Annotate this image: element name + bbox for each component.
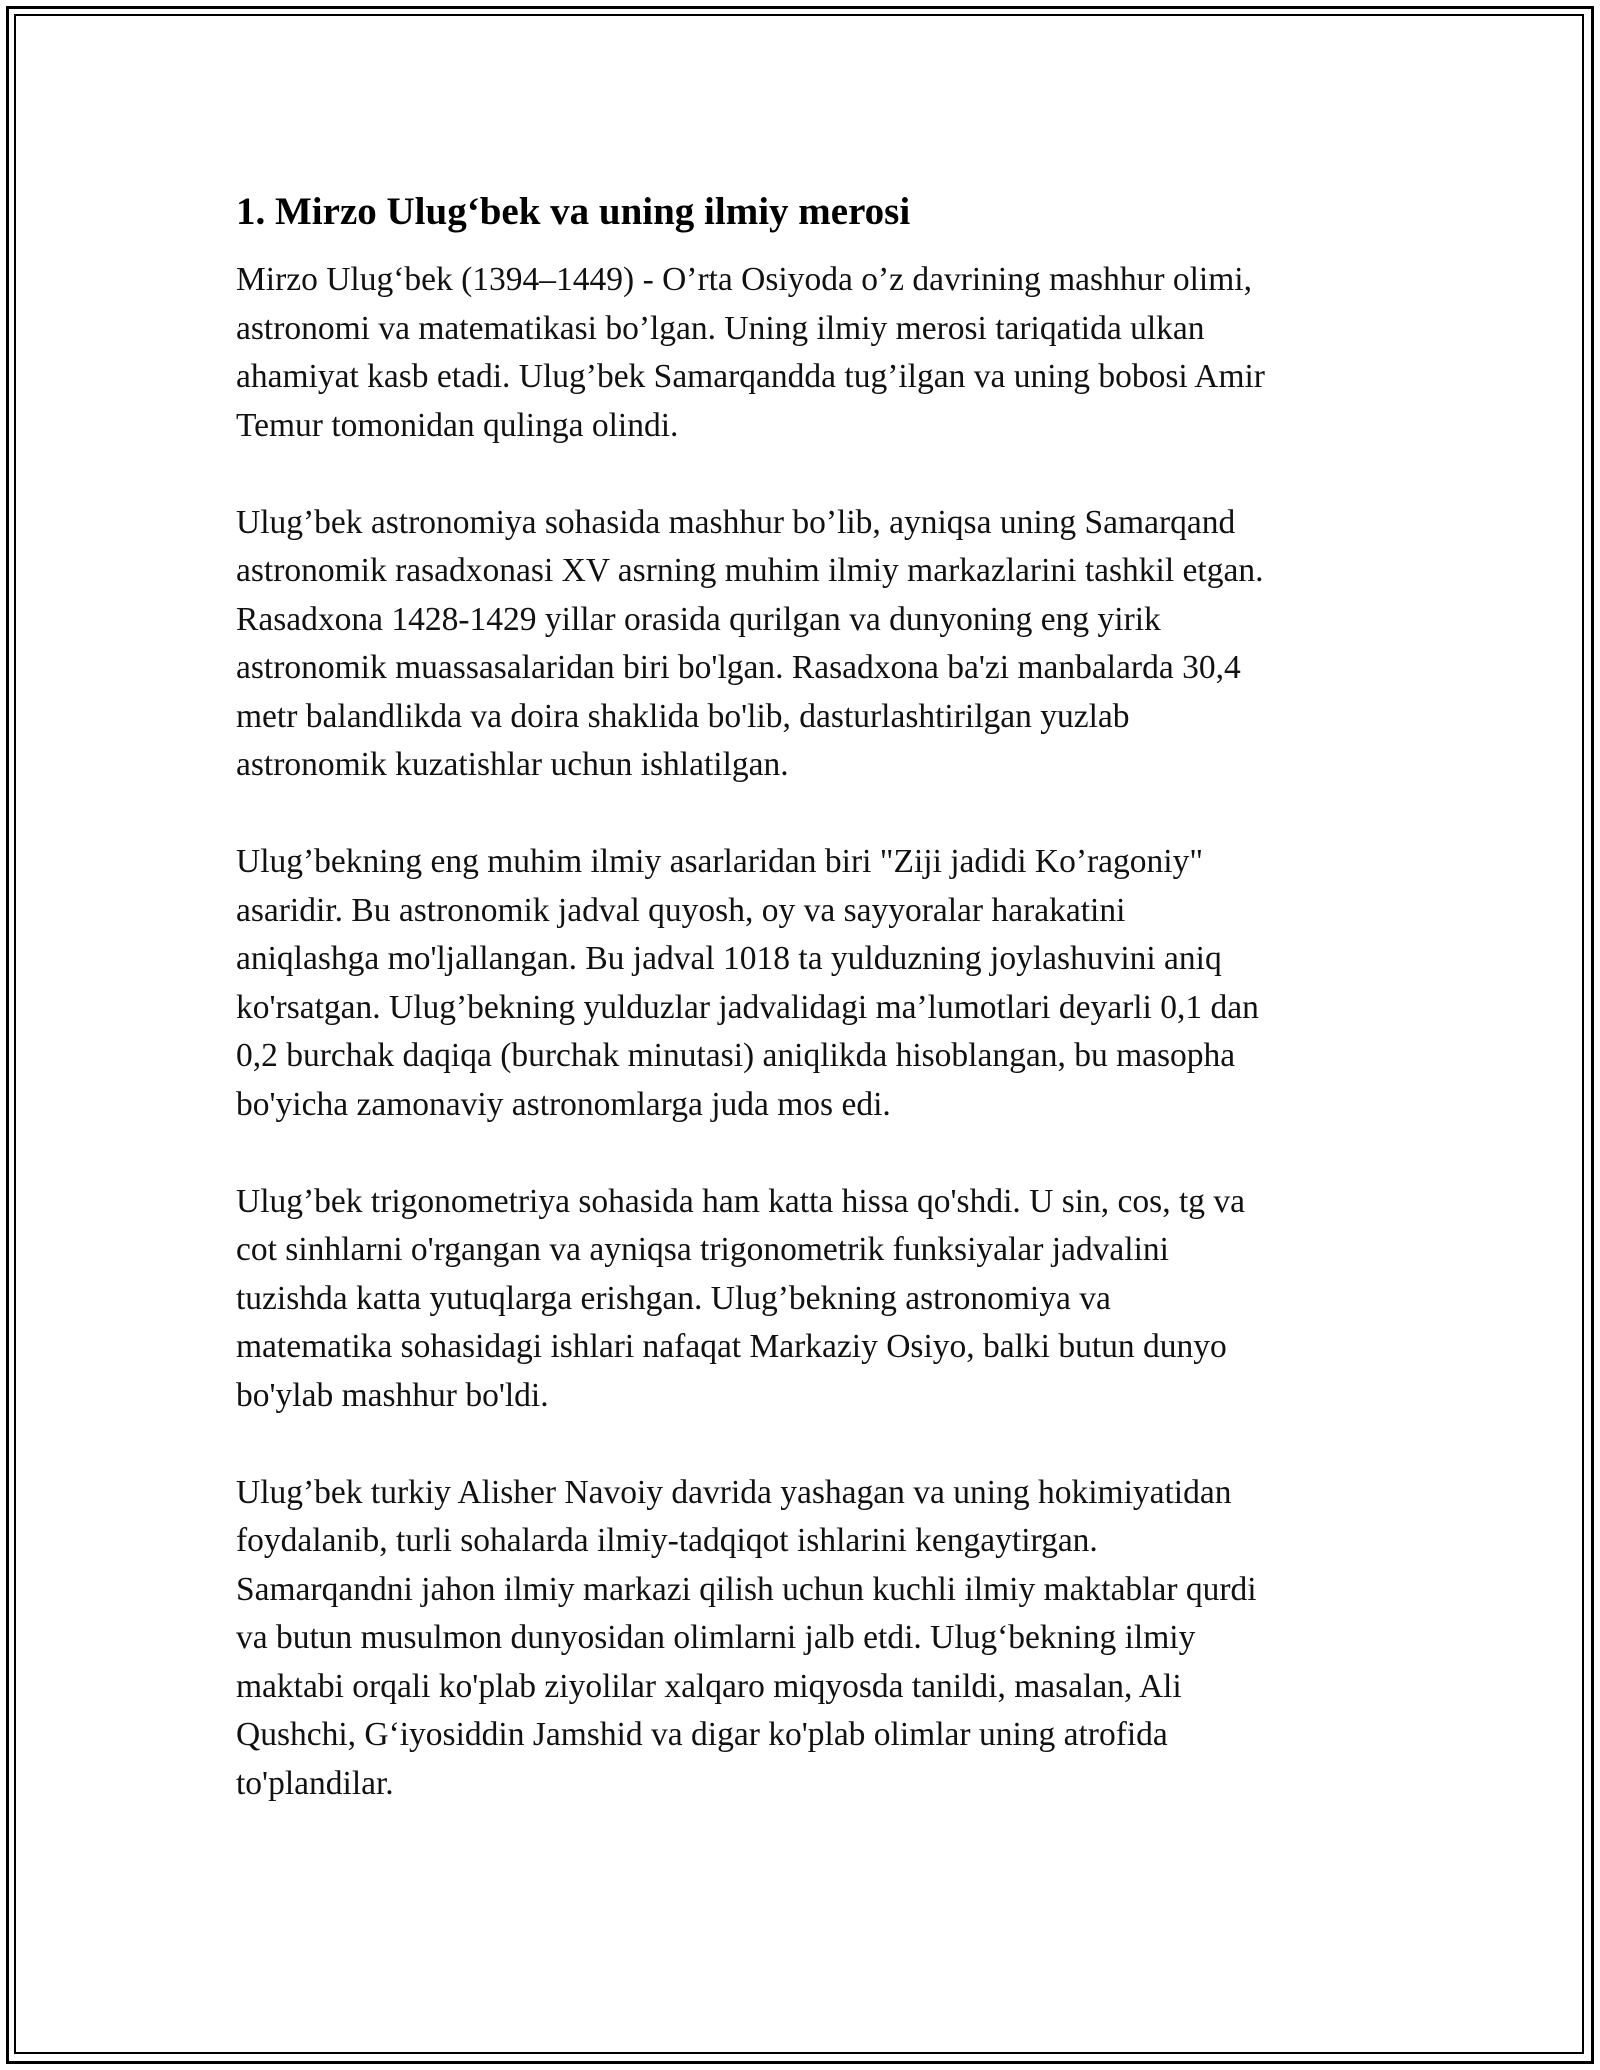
- text-line: cot sinhlarni o'rgangan va ayniqsa trigonometrik funksiyalar jadvalini: [236, 1231, 1169, 1268]
- text-line: Ulug’bek turkiy Alisher Navoiy davrida yashagan va uning hokimiyatidan: [236, 1473, 1232, 1511]
- text-line: maktabi orqali ko'plab ziyolilar xalqaro miqyosda tanildi, masalan, Ali: [236, 1667, 1182, 1705]
- text-line: astronomik kuzatishlar uchun ishlatilgan.: [236, 746, 789, 783]
- text-line: va butun musulmon dunyosidan olimlarni jalb etdi. Ulug‘bekning ilmiy: [236, 1619, 1196, 1656]
- text-line: Ulug’bek trigonometriya sohasida ham katta hissa qo'shdi. U sin, cos, tg va: [236, 1182, 1246, 1220]
- text-line: matematika sohasidagi ishlari nafaqat Markaziy Osiyo, balki butun dunyo: [236, 1328, 1227, 1365]
- text-line: metr balandlikda va doira shaklida bo'lib, dasturlashtirilgan yuzlab: [236, 697, 1130, 735]
- text-line: to'plandilar.: [236, 1764, 394, 1802]
- text-line: Samarqandni jahon ilmiy markazi qilish uchun kuchli ilmiy maktablar qurdi: [236, 1570, 1257, 1608]
- paragraph: [236, 256, 1376, 450]
- text-line: aniqlashga mo'ljallangan. Bu jadval 1018 ta yulduzning joylashuvini aniq: [236, 940, 1222, 977]
- text-line: astronomik muassasalaridan biri bo'lgan. Rasadxona ba'zi manbalarda 30,4: [236, 649, 1241, 686]
- text-line: ahamiyat kasb etadi. Ulug’bek Samarqandda tug’ilgan va uning bobosi Amir: [236, 358, 1265, 395]
- text-line: bo'yicha zamonaviy astronomlarga juda mos edi.: [236, 1085, 891, 1123]
- paragraph: [236, 499, 1376, 790]
- paragraph-list: [236, 256, 1376, 1808]
- text-line: Rasadxona 1428-1429 yillar orasida qurilgan va dunyoning eng yirik: [236, 600, 1161, 638]
- text-line: bo'ylab mashhur bo'ldi.: [236, 1376, 549, 1414]
- text-line: Qushchi, G‘iyosiddin Jamshid va digar ko'plab olimlar uning atrofida: [236, 1716, 1168, 1753]
- paragraph: [236, 838, 1376, 1129]
- paragraph: [236, 1469, 1376, 1809]
- text-line: Ulug’bekning eng muhim ilmiy asarlaridan biri "Ziji jadidi Ko’ragoniy": [236, 843, 1204, 880]
- text-line: astronomik rasadxonasi XV asrning muhim ilmiy markazlarini tashkil etgan.: [236, 552, 1264, 589]
- paragraph: [236, 1178, 1376, 1421]
- document-title: 1. Mirzo Ulug‘bek va uning ilmiy merosi: [236, 190, 911, 233]
- text-line: Ulug’bek astronomiya sohasida mashhur bo’lib, ayniqsa uning Samarqand: [236, 503, 1236, 541]
- text-line: ko'rsatgan. Ulug’bekning yulduzlar jadvalidagi ma’lumotlari deyarli 0,1 dan: [236, 988, 1259, 1026]
- text-line: astronomi va matematikasi bo’lgan. Uning ilmiy merosi tariqatida ulkan: [236, 309, 1205, 347]
- text-line: tuzishda katta yutuqlarga erishgan. Ulug’bekning astronomiya va: [236, 1279, 1111, 1317]
- text-line: asaridir. Bu astronomik jadval quyosh, oy va sayyoralar harakatini: [236, 891, 1126, 929]
- text-line: foydalanib, turli sohalarda ilmiy-tadqiqot ishlarini kengaytirgan.: [236, 1522, 1098, 1559]
- text-line: Temur tomonidan qulinga olindi.: [236, 406, 679, 444]
- text-line: 0,2 burchak daqiqa (burchak minutasi) aniqlikda hisoblangan, bu masopha: [236, 1037, 1236, 1074]
- text-line: Mirzo Ulug‘bek (1394–1449) - O’rta Osiyoda o’z davrining mashhur olimi,: [236, 261, 1252, 298]
- document-body: [236, 184, 1376, 1857]
